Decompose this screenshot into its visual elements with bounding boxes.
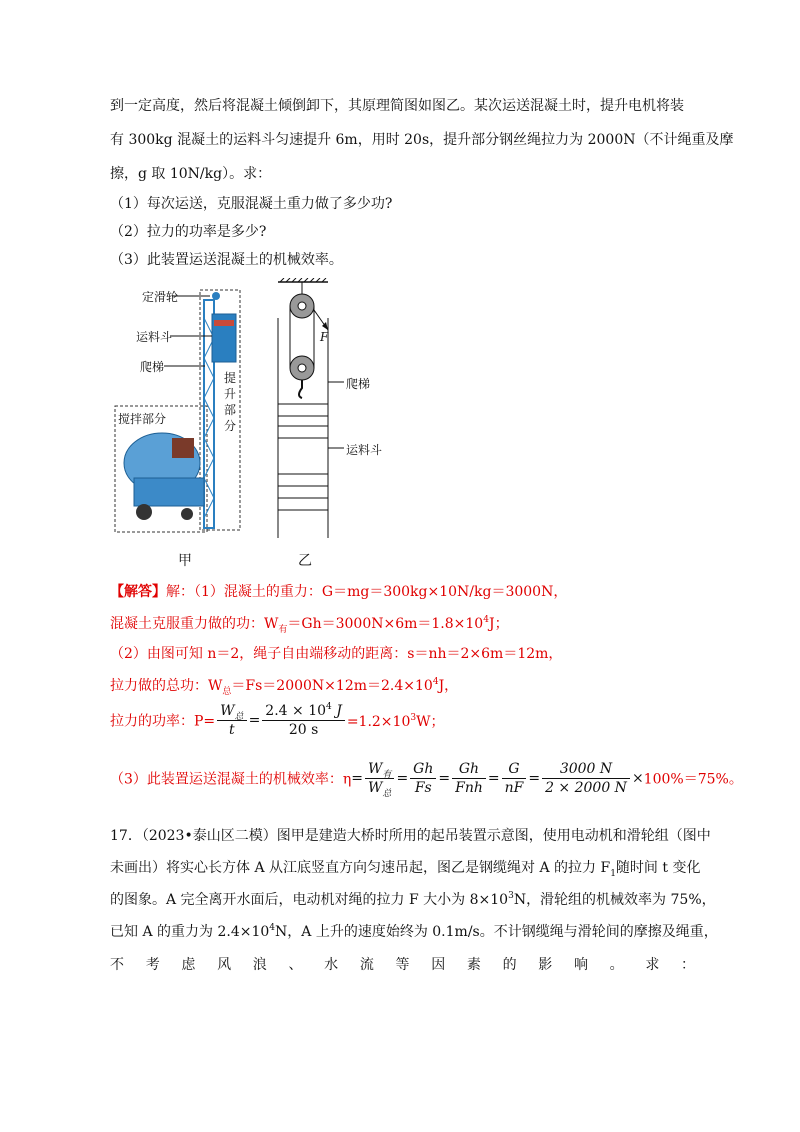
problem17-line-3: 的图象。A 完全离开水面后，电动机对绳的拉力 F 大小为 $8\times 10^3N$，滑轮组的机械效率为 75%， [110, 891, 716, 908]
solution-power: 拉力的功率：P= $\frac{W_总}{t}$ = $\frac{2.4 \times 10^4 J}{20 s}$ $=1.2\times 10^3W$； [110, 702, 445, 738]
problem-text-line-1: 到一定高度，然后将混凝土倾倒卸下，其原理简图如图乙。某次运送混凝土时，提升电机将装 [110, 98, 684, 114]
solution-line-4: 拉力做的总功：$W_总=Fs=2000N\times 12m=2.4\times 10^4J$， [110, 677, 459, 697]
solution-line-3: （2）由图可知 n＝2，绳子自由端移动的距离：s＝nh＝2×6m＝12m， [110, 646, 563, 662]
problem17-line-4: 已知 A 的重力为 $2.4\times 10^4N$，A 上升的速度始终为 0.1m/s。不计钢缆绳与滑轮间的摩擦及绳重， [110, 923, 718, 940]
label-ladder-jia: 爬梯 [140, 360, 165, 374]
label-mixing-part: 搅拌部分 [118, 412, 167, 426]
label-fixed-pulley: 定滑轮 [142, 290, 179, 304]
label-bucket-yi: 运料斗 [346, 443, 383, 457]
solution-efficiency: （3）此装置运送混凝土的机械效率：η= $\frac{W_有}{W_总}$ = $\frac{Gh}{Fs}$ = $\frac{Gh}{\text{Fnh}}$ = $\frac{G}{nF}$ = $\frac{3000 N}{2 \times 2000 N}$ ×100%＝75%。 [110, 761, 743, 799]
problem17-line-2: 未画出）将实心长方体 A 从江底竖直方向匀速吊起，图乙是钢缆绳对 A 的拉力 $F_1$随时间 t 变化 [110, 860, 701, 879]
solution-line-1: 【解答】解：（1）混凝土的重力：G＝mg＝300kg×10N/kg＝3000N， [110, 584, 568, 600]
caption-jia: 甲 [178, 553, 192, 569]
solution-tag: 【解答】 [110, 584, 166, 600]
caption-yi: 乙 [298, 553, 312, 569]
label-lifting-part: 提 升 部 分 [224, 371, 237, 433]
label-force-f: F [320, 330, 329, 344]
label-ladder-yi: 爬梯 [346, 377, 371, 391]
problem17-line-5: 不 考 虑 风 浪 、 水 流 等 因 素 的 影 响 。 求 ： [110, 957, 695, 973]
problem17-line-1: 17．（2023•泰山区二模）图甲是建造大桥时所用的起吊装置示意图，使用电动机和滑轮组（图中 [110, 828, 711, 844]
solution-line-2: 混凝土克服重力做的功：$W_有=Gh=3000N\times 6m=1.8\times 10^4J$； [110, 615, 509, 635]
problem-text-line-2: 有 300kg 混凝土的运料斗匀速提升 6m，用时 20s，提升部分钢丝绳拉力为 2000N（不计绳重及摩 [110, 132, 734, 148]
problem-text-line-3: 擦，g 取 10N/kg）。求： [110, 166, 272, 182]
question-3: （3）此装置运送混凝土的机械效率。 [110, 252, 343, 268]
question-1: （1）每次运送，克服混凝土重力做了多少功? [110, 196, 393, 212]
figure-yi [272, 278, 352, 540]
question-2: （2）拉力的功率是多少? [110, 224, 267, 240]
label-bucket-jia: 运料斗 [136, 330, 173, 344]
